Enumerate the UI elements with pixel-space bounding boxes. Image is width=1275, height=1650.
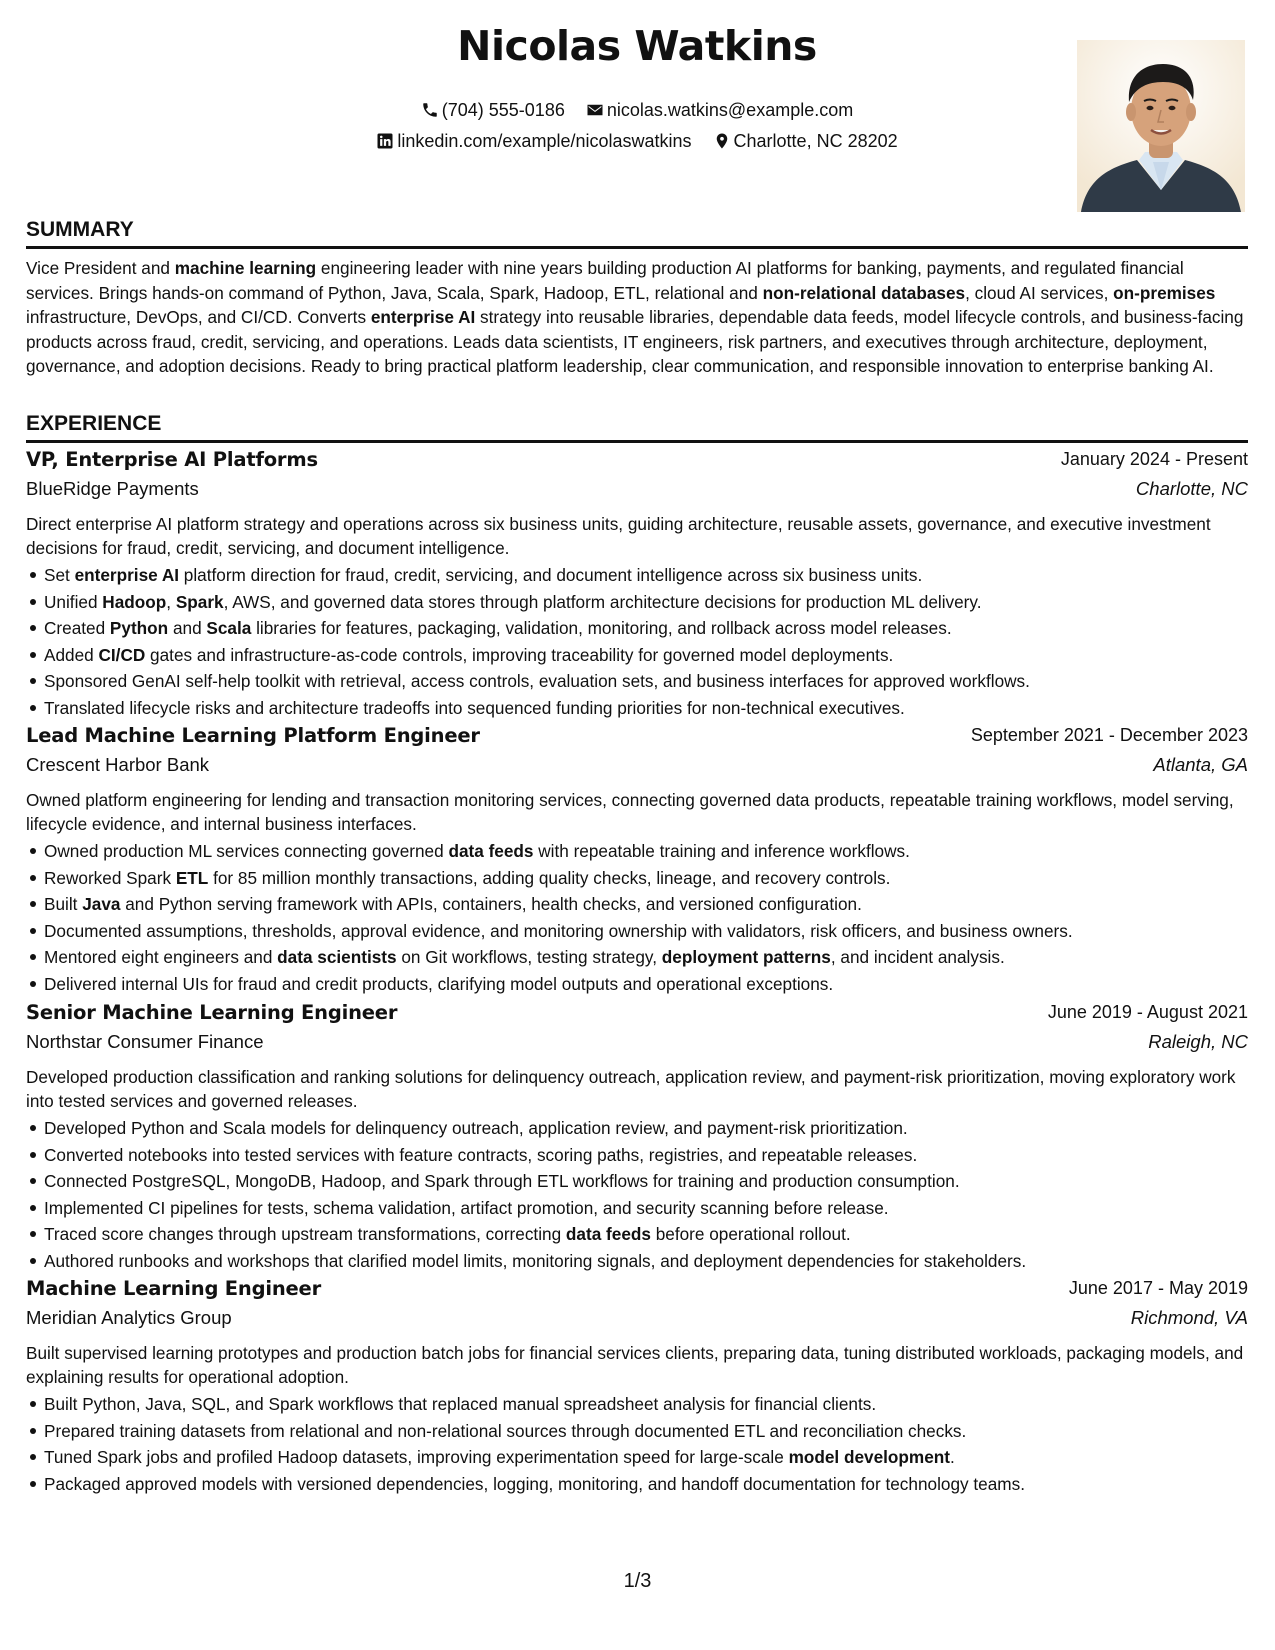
contact-email[interactable] [586,100,853,121]
job-description: Owned platform engineering for lending and transaction monitoring services, connecting governed data products, repeatable training workflows, model serving, lifecycle evidence, and internal business interfaces. [26,790,1234,834]
job-title-row [26,724,1248,754]
text-run: for 85 million monthly transactions, adding quality checks, lineage, and recovery controls. [208,867,891,888]
bullet-item [26,865,1248,892]
text-run: Added [44,644,99,665]
job-entry [26,1001,1248,1274]
text-run: and Python serving framework with APIs, containers, health checks, and versioned configuration. [120,894,862,914]
bullet-item [26,1168,1248,1195]
text-run: Authored runbooks and workshops that clarified model limits, monitoring signals, and deployment dependencies for stakeholders. [44,1250,1027,1271]
job-dates: June 2019 - August 2021 [1047,1002,1248,1022]
bold-keyword: Python [109,618,169,638]
contact-line-1 [26,100,1248,121]
bullet-item [26,944,1248,971]
bullet-item [26,1248,1248,1275]
bullet-item [26,1115,1248,1142]
text-run: Developed Python and Scala models for delinquency outreach, application review, and payment-risk prioritization. [44,1118,908,1138]
linkedin-text: linkedin.com/example/nicolaswatkins [397,131,692,151]
bold-keyword: machine learning [174,258,317,278]
text-run: , cloud AI services, [965,282,1114,303]
text-run: before operational rollout. [650,1224,851,1244]
job-title-row [26,448,1248,478]
job-title: Senior Machine Learning Engineer [26,1001,398,1024]
job-description: Built supervised learning prototypes and production batch jobs for financial services clients, preparing data, tuning distributed workloads, packaging models, and explaining results for operational adoption. [26,1343,1244,1387]
job-title-row [26,1001,1248,1031]
text-run: Vice President and [26,258,175,278]
bold-keyword: data scientists [277,947,397,967]
text-run: libraries for features, packaging, validation, monitoring, and rollback across model releases. [251,618,952,638]
text-run: strategy into reusable libraries, dependable data feeds, model lifecycle controls, and business-facing products across fraud, credit, servicing, and operations. Leads data scientists, IT engineers, risk partners, and executives through architecture, deployment, governance, and adoption decisions. Ready to bring practical platform leadership, clear communication, and responsible innovation to enterprise banking AI. [26,307,1244,376]
candidate-name: Nicolas Watkins [457,22,817,70]
bold-keyword: Hadoop [102,591,167,612]
contact-location [713,131,898,152]
text-run: Delivered internal UIs for fraud and credit products, clarifying model outputs and operational exceptions. [44,973,834,994]
contact-linkedin[interactable] [376,131,691,152]
text-run: , [166,591,176,612]
map-pin-icon [713,131,734,151]
job-dates: June 2017 - May 2019 [1068,1278,1248,1298]
job-company: Meridian Analytics Group [26,1307,232,1328]
job-company-row [26,1031,1248,1061]
page-number: 1/3 [623,1570,652,1592]
job-description: Direct enterprise AI platform strategy and operations across six business units, guiding architecture, reusable assets, governance, and executive investment decisions for fraud, credit, servicing, and document intelligence. [26,514,1211,558]
bold-keyword: on-premises [1113,282,1216,303]
text-run: Unified [44,591,103,612]
job-title: VP, Enterprise AI Platforms [26,448,318,471]
job-entry [26,724,1248,997]
text-run: . [950,1447,955,1467]
job-company: Crescent Harbor Bank [26,754,210,775]
text-run: , AWS, and governed data stores through platform architecture decisions for production ML delivery. [223,591,982,612]
job-company-row [26,478,1248,508]
text-run: Prepared training datasets from relational and non-relational sources through documented ETL and reconciliation checks. [44,1420,967,1441]
bullet-item [26,1471,1248,1498]
job-bullets [26,1391,1248,1497]
text-run: Converted notebooks into tested services with feature contracts, scoring paths, registries, and repeatable releases. [44,1144,918,1165]
job-location: Atlanta, GA [1153,754,1248,775]
bullet-item [26,1221,1248,1248]
text-run: Owned production ML services connecting governed [44,841,449,861]
bullet-item [26,589,1248,616]
bold-keyword: non-relational databases [762,282,966,303]
bold-keyword: model development [788,1447,950,1467]
profile-photo [1077,40,1245,212]
job-dates: January 2024 - Present [1060,449,1248,469]
text-run: Built [44,894,83,914]
bullet-item [26,1418,1248,1445]
text-run: on Git workflows, testing strategy, [396,947,662,967]
bold-keyword: enterprise AI [74,565,180,585]
text-run: Built Python, Java, SQL, and Spark workflows that replaced manual spreadsheet analysis for financial clients. [44,1394,877,1414]
bold-keyword: CI/CD [98,644,146,665]
bullet-item [26,1195,1248,1222]
job-entry [26,448,1248,721]
contact-phone[interactable] [421,100,565,121]
experience-heading: EXPERIENCE [26,412,1248,443]
phone-icon [421,100,442,120]
job-bullets [26,562,1248,721]
text-run: Reworked Spark [44,867,176,888]
bold-keyword: data feeds [565,1224,651,1244]
bold-keyword: enterprise AI [370,307,476,327]
job-bullets [26,1115,1248,1274]
envelope-icon [586,100,607,120]
text-run: gates and infrastructure-as-code controls, improving traceability for governed model deployments. [145,644,894,665]
job-dates: September 2021 - December 2023 [970,725,1248,745]
bullet-item [26,1391,1248,1418]
text-run: Tuned Spark jobs and profiled Hadoop datasets, improving experimentation speed for large-scale [44,1447,789,1467]
bold-keyword: ETL [175,867,209,888]
job-company-row [26,754,1248,784]
email-text: nicolas.watkins@example.com [606,100,854,120]
resume-header [26,18,1248,218]
text-run: with repeatable training and inference workflows. [533,841,910,861]
text-run: Implemented CI pipelines for tests, schema validation, artifact promotion, and security scanning before release. [44,1197,889,1218]
job-title: Lead Machine Learning Platform Engineer [26,724,480,747]
bullet-item [26,562,1248,589]
text-run: Translated lifecycle risks and architecture tradeoffs into sequenced funding priorities for non-technical executives. [44,697,905,718]
job-description: Developed production classification and ranking solutions for delinquency outreach, application review, and payment-risk prioritization, moving exploratory work into tested services and governed releases. [26,1067,1236,1111]
bold-keyword: Spark [175,591,224,612]
text-run: Packaged approved models with versioned dependencies, logging, monitoring, and handoff documentation for technology teams. [44,1473,1025,1494]
bullet-item [26,615,1248,642]
job-company: BlueRidge Payments [26,478,199,499]
job-title: Machine Learning Engineer [26,1277,322,1300]
text-run: , and incident analysis. [830,947,1005,967]
bullet-item [26,642,1248,669]
text-run: Traced score changes through upstream transformations, correcting [44,1224,566,1244]
bold-keyword: Java [82,894,121,914]
text-run: engineering leader with nine years building production AI platforms for banking, payments, and regulated financial services. Brings hands-on command of Python, Java, Scala, Spark, Hadoop, ETL, relational and [26,258,1184,303]
bold-keyword: Scala [206,618,252,638]
job-title-row [26,1277,1248,1307]
job-company: Northstar Consumer Finance [26,1031,264,1052]
job-location: Charlotte, NC [1135,478,1248,499]
phone-text: (704) 555-0186 [441,100,565,120]
bullet-item [26,1444,1248,1471]
linkedin-icon [376,131,397,151]
bold-keyword: deployment patterns [661,947,831,967]
bullet-item [26,918,1248,945]
text-run: Sponsored GenAI self-help toolkit with retrieval, access controls, evaluation sets, and business interfaces for approved workflows. [44,671,1030,691]
text-run: Documented assumptions, thresholds, approval evidence, and monitoring ownership with validators, risk officers, and business owners. [44,920,1073,941]
bullet-item [26,838,1248,865]
bullet-item [26,1142,1248,1169]
text-run: Set [44,565,75,585]
bullet-item [26,891,1248,918]
bullet-item [26,695,1248,722]
location-text: Charlotte, NC 28202 [733,131,898,151]
text-run: infrastructure, DevOps, and CI/CD. Converts [26,307,371,327]
summary-text [26,256,1248,379]
text-run: Created [44,618,110,638]
bold-keyword: data feeds [448,841,534,861]
job-entry [26,1277,1248,1497]
job-bullets [26,838,1248,997]
summary-heading: SUMMARY [26,218,1248,249]
text-run: and [168,618,207,638]
job-company-row [26,1307,1248,1337]
text-run: Connected PostgreSQL, MongoDB, Hadoop, and Spark through ETL workflows for training and production consumption. [44,1171,960,1191]
contact-line-2 [26,131,1248,152]
bullet-item [26,668,1248,695]
job-location: Richmond, VA [1130,1307,1248,1328]
text-run: Mentored eight engineers and [44,947,278,967]
text-run: platform direction for fraud, credit, servicing, and document intelligence across six business units. [179,565,923,585]
job-location: Raleigh, NC [1148,1031,1248,1052]
bullet-item [26,971,1248,998]
